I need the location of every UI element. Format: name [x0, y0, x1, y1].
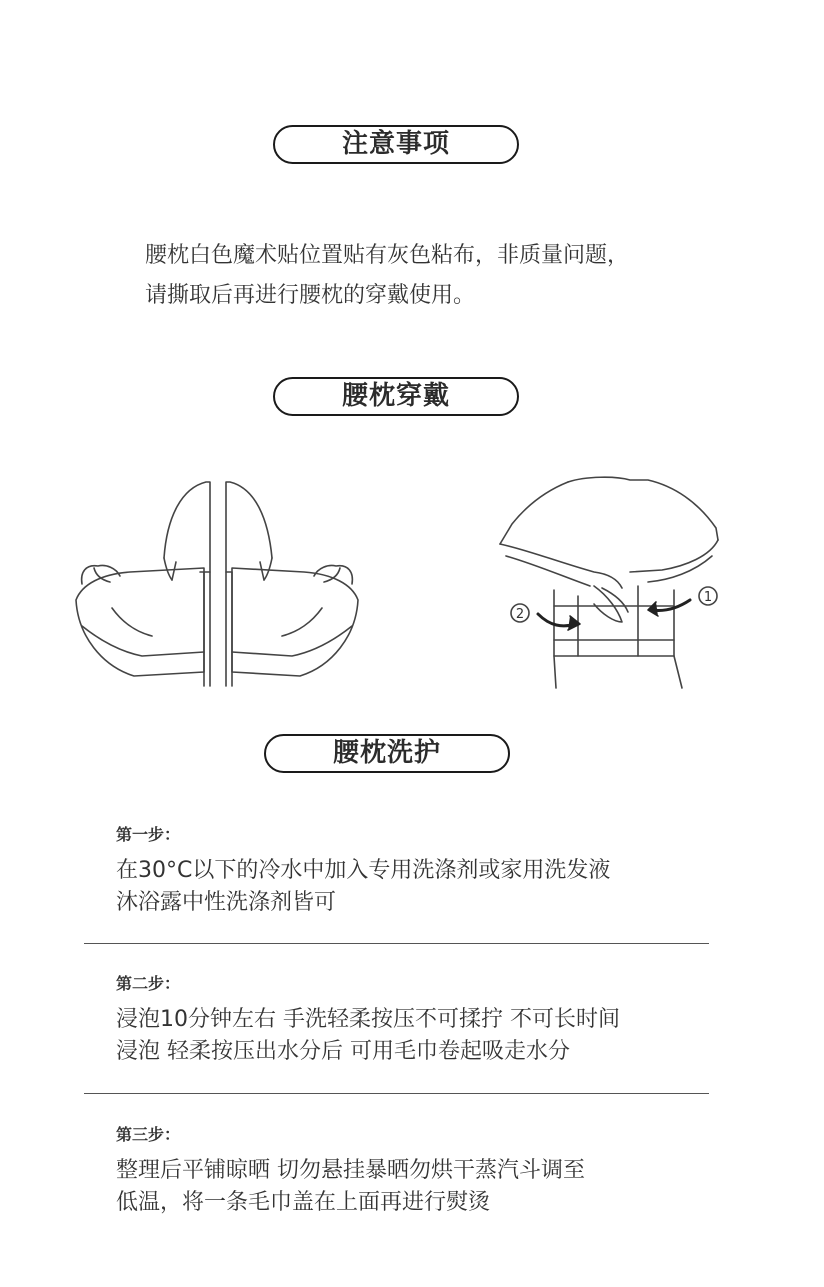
step-text-line: 浸泡 轻柔按压出水分后 可用毛巾卷起吸走水分 [116, 1039, 570, 1064]
divider [84, 1093, 709, 1094]
notice-text [145, 236, 705, 316]
notice-line-1: 腰枕白色魔术贴位置贴有灰色粘布，非质量问题， [145, 243, 630, 268]
step-text-line: 在30°C以下的冷水中加入专用洗涤剂或家用洗发液 [116, 858, 611, 883]
step-text-line: 低温，将一条毛巾盖在上面再进行熨烫 [116, 1190, 491, 1215]
notice-line-2: 请撕取后再进行腰枕的穿戴使用。 [145, 283, 476, 308]
step-title: 第一步： [116, 825, 181, 844]
step-text-line: 沐浴露中性洗涤剂皆可 [116, 890, 337, 915]
step-title: 第二步： [116, 974, 181, 993]
section-title-washing: 腰枕洗护 [264, 734, 510, 773]
section-title-notice: 注意事项 [273, 125, 519, 164]
wearing-illustration-back [72, 476, 362, 690]
wearing-illustration-front [498, 476, 728, 690]
wash-step-2 [116, 972, 716, 1068]
step-text-line: 浸泡10分钟左右 手洗轻柔按压不可揉拧 不可长时间 [116, 1007, 620, 1032]
marker-2: 2 [515, 607, 525, 622]
marker-1: 1 [703, 590, 713, 605]
section-title-wearing: 腰枕穿戴 [273, 377, 519, 416]
wash-step-3 [116, 1123, 716, 1219]
divider [84, 943, 709, 944]
step-text-line: 整理后平铺晾晒 切勿悬挂暴晒勿烘干蒸汽斗调至 [116, 1158, 585, 1183]
wash-step-1 [116, 823, 716, 919]
step-title: 第三步： [116, 1125, 181, 1144]
